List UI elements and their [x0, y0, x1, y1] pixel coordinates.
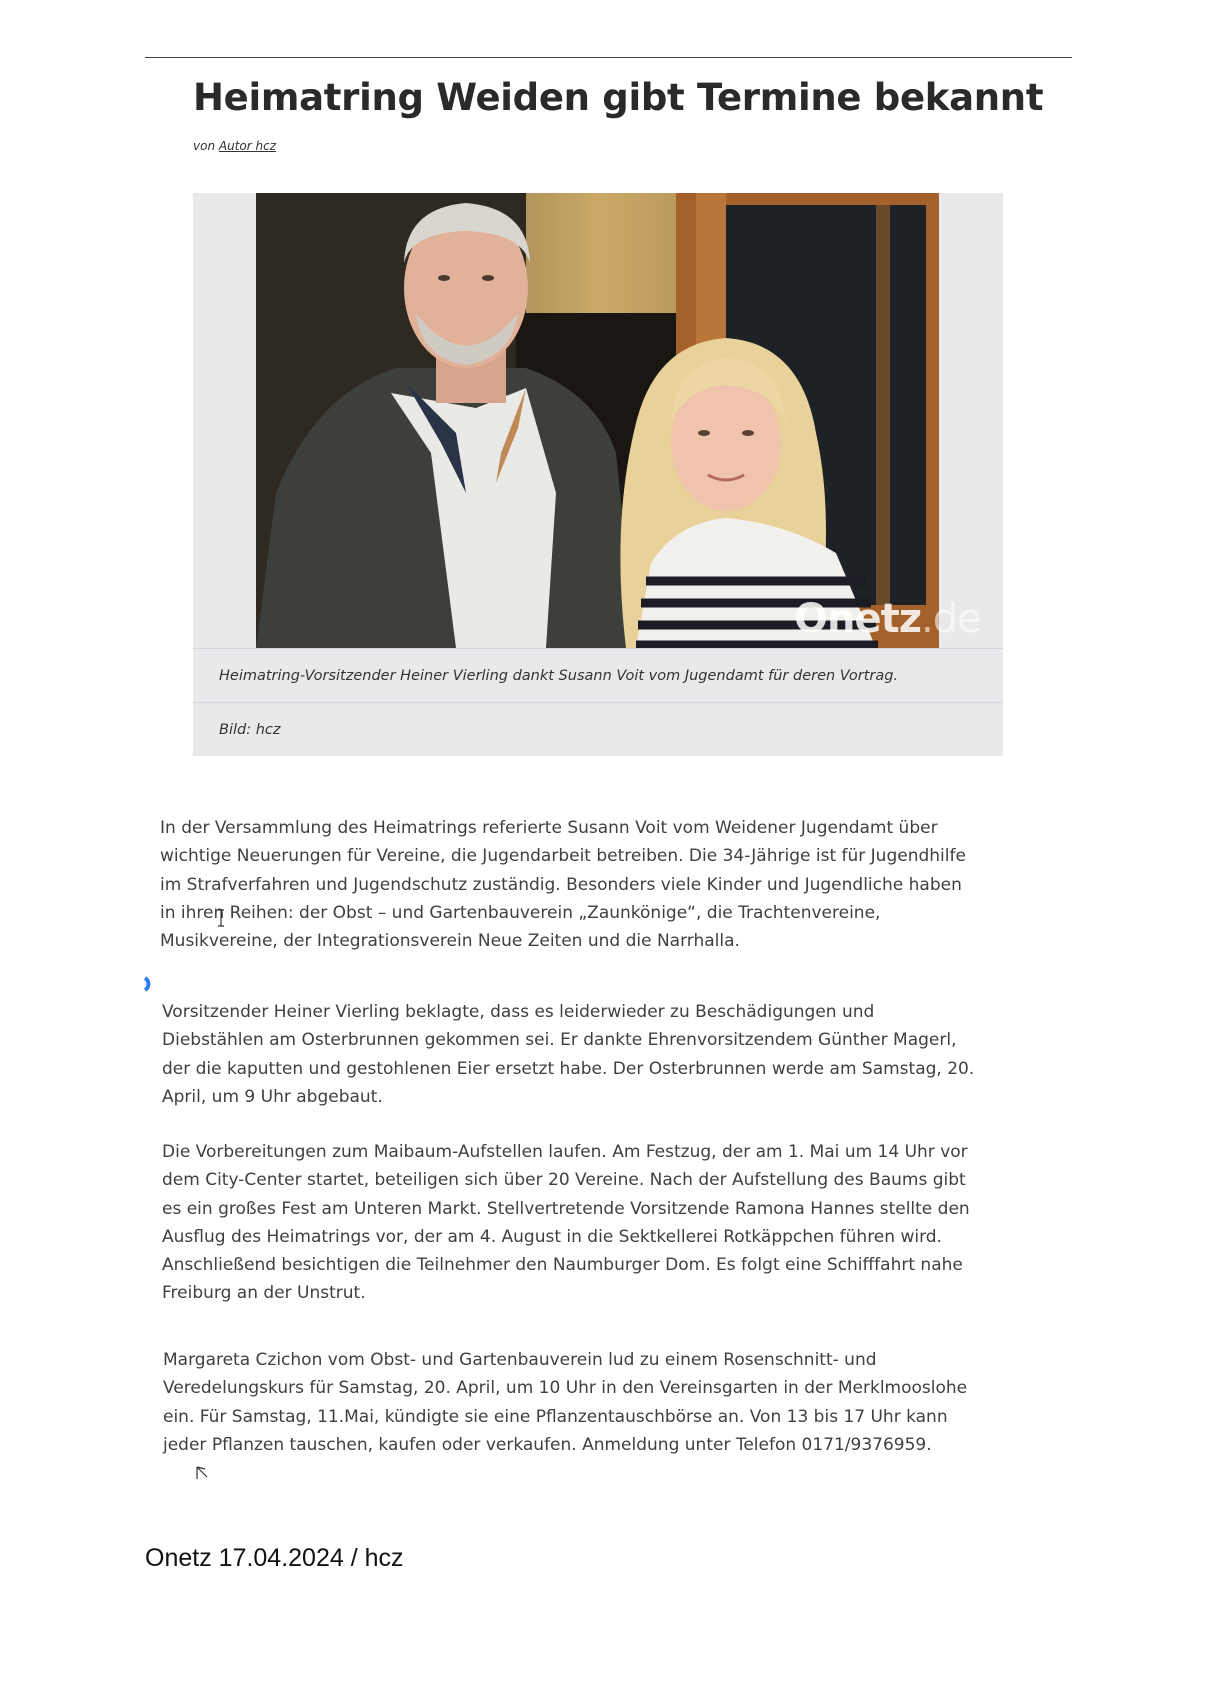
watermark-tld: .de — [921, 596, 981, 642]
byline-prefix: von — [193, 139, 216, 153]
article-paragraph-1: In der Versammlung des Heimatrings referierte Susann Voit vom Weidener Jugendamt über wichtige Neuerungen für Vereine, die Jugendarbeit betreiben. Die 34-Jährige ist für Jugendhilfe im Strafverfahren und Jugendschutz zuständig. Besonders viele Kinder und Jugendliche haben in ihren Reihen: der Obst – und Gartenbauverein „Zaunkönige“, die Trachtenvereine, Musikvereine, der Integrationsverein Neue Zeiten und die Narrhalla. — [160, 818, 966, 952]
image-watermark — [794, 596, 981, 642]
article-paragraph-3: Die Vorbereitungen zum Maibaum-Aufstellen laufen. Am Festzug, der am 1. Mai um 14 Uhr vor dem City-Center startet, beteiligen sich über 20 Vereine. Nach der Aufstellung des Baums gibt es ein großes Fest am Unteren Markt. Stellvertretende Vorsitzende Ramona Hannes stellte den Ausflug des Heimatrings vor, der am 4. August in die Sektkellerei Rotkäppchen führen wird. Anschließend besichtigen die Teilnehmer den Naumburger Dom. Es folgt eine Schifffahrt nahe Freiburg an der Unstrut. — [162, 1142, 970, 1304]
image-credit: Bild: hcz — [193, 702, 1003, 756]
loading-spinner-icon — [143, 976, 153, 992]
article-paragraph-4: Margareta Czichon vom Obst- und Gartenbauverein lud zu einem Rosenschnitt- und Veredelungskurs für Samstag, 20. April, um 10 Uhr in den Vereinsgarten in der Merklmooslohe ein. Für Samstag, 11.Mai, kündigte sie eine Pflanzentauschbörse an. Von 13 bis 17 Uhr kann jeder Pflanzen tauschen, kaufen oder verkaufen. Anmeldung unter Telefon 0171/9376959. — [163, 1350, 968, 1455]
watermark-brand: Onetz — [794, 596, 922, 642]
top-divider — [145, 57, 1072, 58]
image-caption: Heimatring-Vorsitzender Heiner Vierling dankt Susann Voit vom Jugendamt für deren Vortrag. — [193, 648, 1003, 702]
mouse-pointer-icon — [196, 1466, 210, 1482]
article-paragraph-2: Vorsitzender Heiner Vierling beklagte, dass es leiderwieder zu Beschädigungen und Diebstählen am Osterbrunnen gekommen sei. Er dankte Ehrenvorsitzendem Günther Magerl, der die kaputten und gestohlenen Eier ersetzt habe. Der Osterbrunnen werde am Samstag, 20. April, um 9 Uhr abgebaut. — [162, 1002, 975, 1107]
article-byline — [193, 139, 276, 153]
article-title: Heimatring Weiden gibt Termine bekannt — [193, 76, 1044, 119]
article-photo — [256, 193, 939, 648]
author-link[interactable]: Autor hcz — [218, 139, 277, 153]
source-note: Onetz 17.04.2024 / hcz — [145, 1544, 404, 1572]
text-cursor-icon — [217, 909, 225, 927]
